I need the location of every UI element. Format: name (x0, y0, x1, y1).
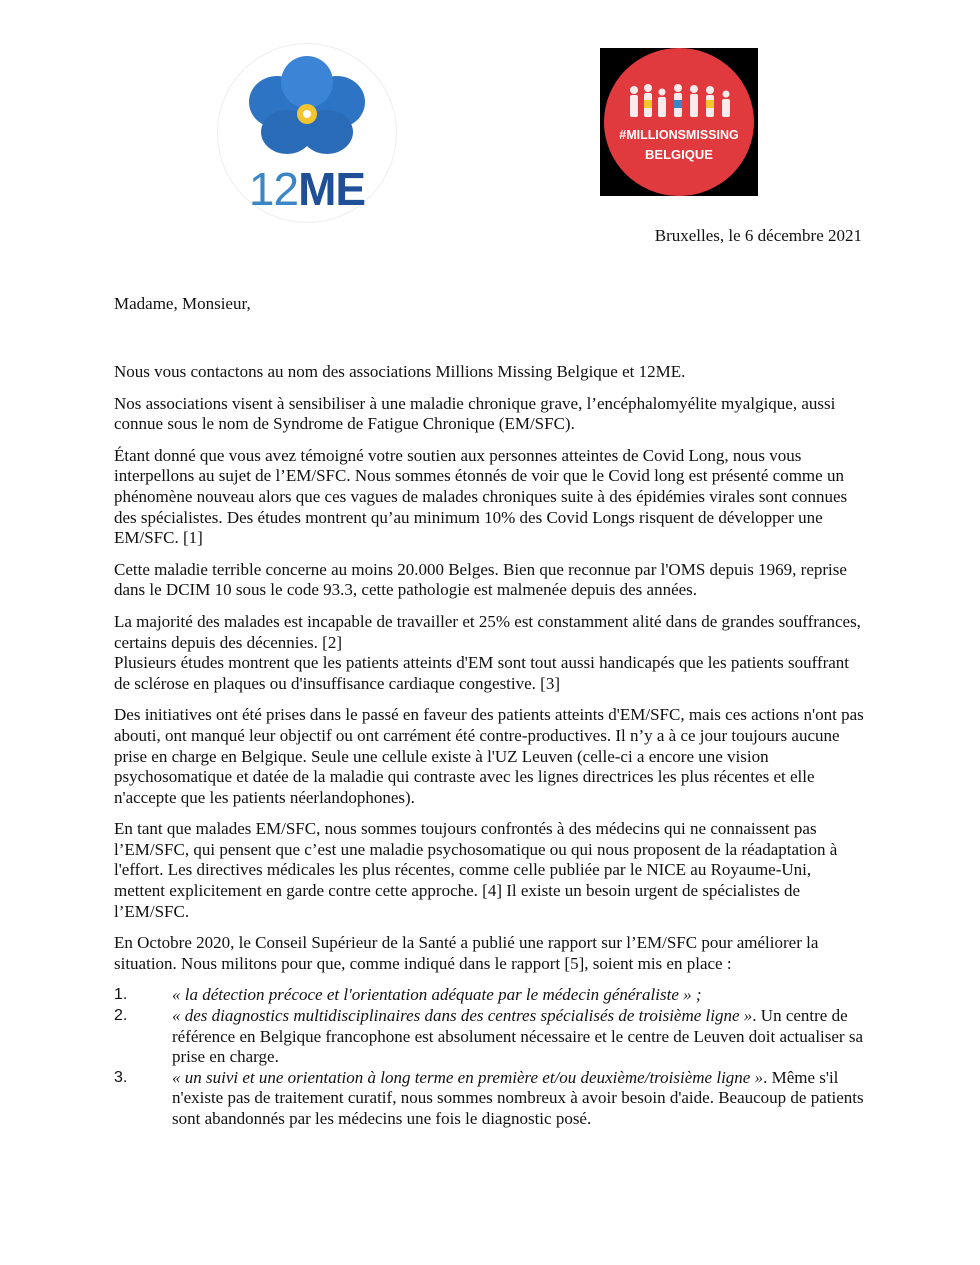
paragraph: Nous vous contactons au nom des associations Millions Missing Belgique et 12ME. (114, 362, 686, 381)
list-item-quote: « des diagnostics multidisciplinaires dans des centres spécialisés de troisième ligne » (172, 1006, 753, 1026)
list-item-number: 3. (114, 1068, 128, 1086)
logo-country: BELGIQUE (645, 147, 713, 162)
list-item-number: 1. (114, 986, 128, 1004)
paragraph: En tant que malades EM/SFC, nous sommes toujours confrontés à des médecins qui ne connaissent pas l’EM/SFC, qui pensent que c’est une maladie psychosomatique ou qui nous proposent de la réadaptation à l'effort. Les directives médicales les plus récentes, comme celle publiée par le NICE au Royaume-Uni, mettent explicitement en garde contre cette approche. [4] Il existe un besoin urgent de spécialistes de l’EM/SFC. (114, 819, 838, 921)
letter-body (114, 362, 866, 1130)
letter-date: Bruxelles, le 6 décembre 2021 (654, 226, 862, 245)
paragraph: La majorité des malades est incapable de travailler et 25% est constamment alité dans de grandes souffrances, certains depuis des décennies. [2] (114, 611, 861, 652)
logo-12me (218, 44, 396, 222)
recommendations-list (114, 985, 866, 1129)
logo-hashtag: #MILLIONSMISSING (619, 128, 739, 142)
logo-number: 12 (248, 163, 299, 215)
letter-salutation: Madame, Monsieur, (114, 294, 251, 313)
list-item-text: . Un centre de référence en Belgique francophone est absolument nécessaire et le centre de Leuven doit actualiser sa prise en charge. (172, 1006, 864, 1067)
paragraph: Plusieurs études montrent que les patients atteints d'EM sont tout aussi handicapés que les patients souffrant de sclérose en plaques ou d'insuffisance cardiaque congestive. [3] (114, 653, 850, 693)
logo-letters: ME (298, 163, 366, 215)
paragraph: En Octobre 2020, le Conseil Supérieur de la Santé a publié une rapport sur l’EM/SFC pour améliorer la situation. Nous militons pour que, comme indiqué dans le rapport [5], soient mis en place : (114, 933, 819, 973)
list-item (114, 985, 866, 1006)
paragraph: Étant donné que vous avez témoigné votre soutien aux personnes atteintes de Covid Long, nous vous interpellons au sujet de l’EM/SFC. Nous sommes étonnés de voir que le Covid long est présenté comme un phénomène nouveau alors que ces vagues de malades chroniques suite à des épidémies virales sont connues des spécialistes. Des études montrent qu’au minimum 10% des Covid Longs risquent de développer une EM/SFC. [1] (114, 445, 848, 548)
list-item-quote: « un suivi et une orientation à long terme en première et/ou deuxième/troisième ligne » (172, 1067, 764, 1087)
list-item-text: . Même s'il n'existe pas de traitement curatif, nous sommes nombreux à avoir besoin d'aide. Beaucoup de patients sont abandonnés par les médecins une fois le diagnostic posé. (172, 1067, 864, 1128)
people-silhouettes-icon (604, 48, 754, 128)
paragraph: Nos associations visent à sensibiliser à une maladie chronique grave, l’encéphalomyélite myalgique, aussi connue sous le nom de Syndrome de Fatigue Chronique (EM/SFC). (114, 393, 836, 434)
list-item-quote: « la détection précoce et l'orientation adéquate par le médecin généraliste » ; (172, 985, 702, 1005)
list-item (114, 1006, 866, 1068)
list-item (114, 1068, 866, 1130)
paragraph: Des initiatives ont été prises dans le passé en faveur des patients atteints d'EM/SFC, mais ces actions n'ont pas abouti, ont manqué leur objectif ou ont carrément été contre-productives. Il n’y a à ce jour toujours aucune prise en charge en Belgique. Seule une cellule existe à l'UZ Leuven (celle-ci a encore une vision psychosomatique et datée de la maladie qui contraste avec les lignes directrices les plus récentes et elle n'accepte que les patients néerlandophones). (114, 705, 864, 807)
logo-12me-text (218, 164, 396, 214)
paragraph: Cette maladie terrible concerne au moins 20.000 Belges. Bien que reconnue par l'OMS depuis 1969, reprise dans le DCIM 10 sous le code 93.3, cette pathologie est malmenée depuis des années. (114, 559, 847, 600)
logo-red-circle (604, 48, 754, 196)
logo-millions-missing (600, 48, 758, 196)
list-item-number: 2. (114, 1007, 128, 1025)
